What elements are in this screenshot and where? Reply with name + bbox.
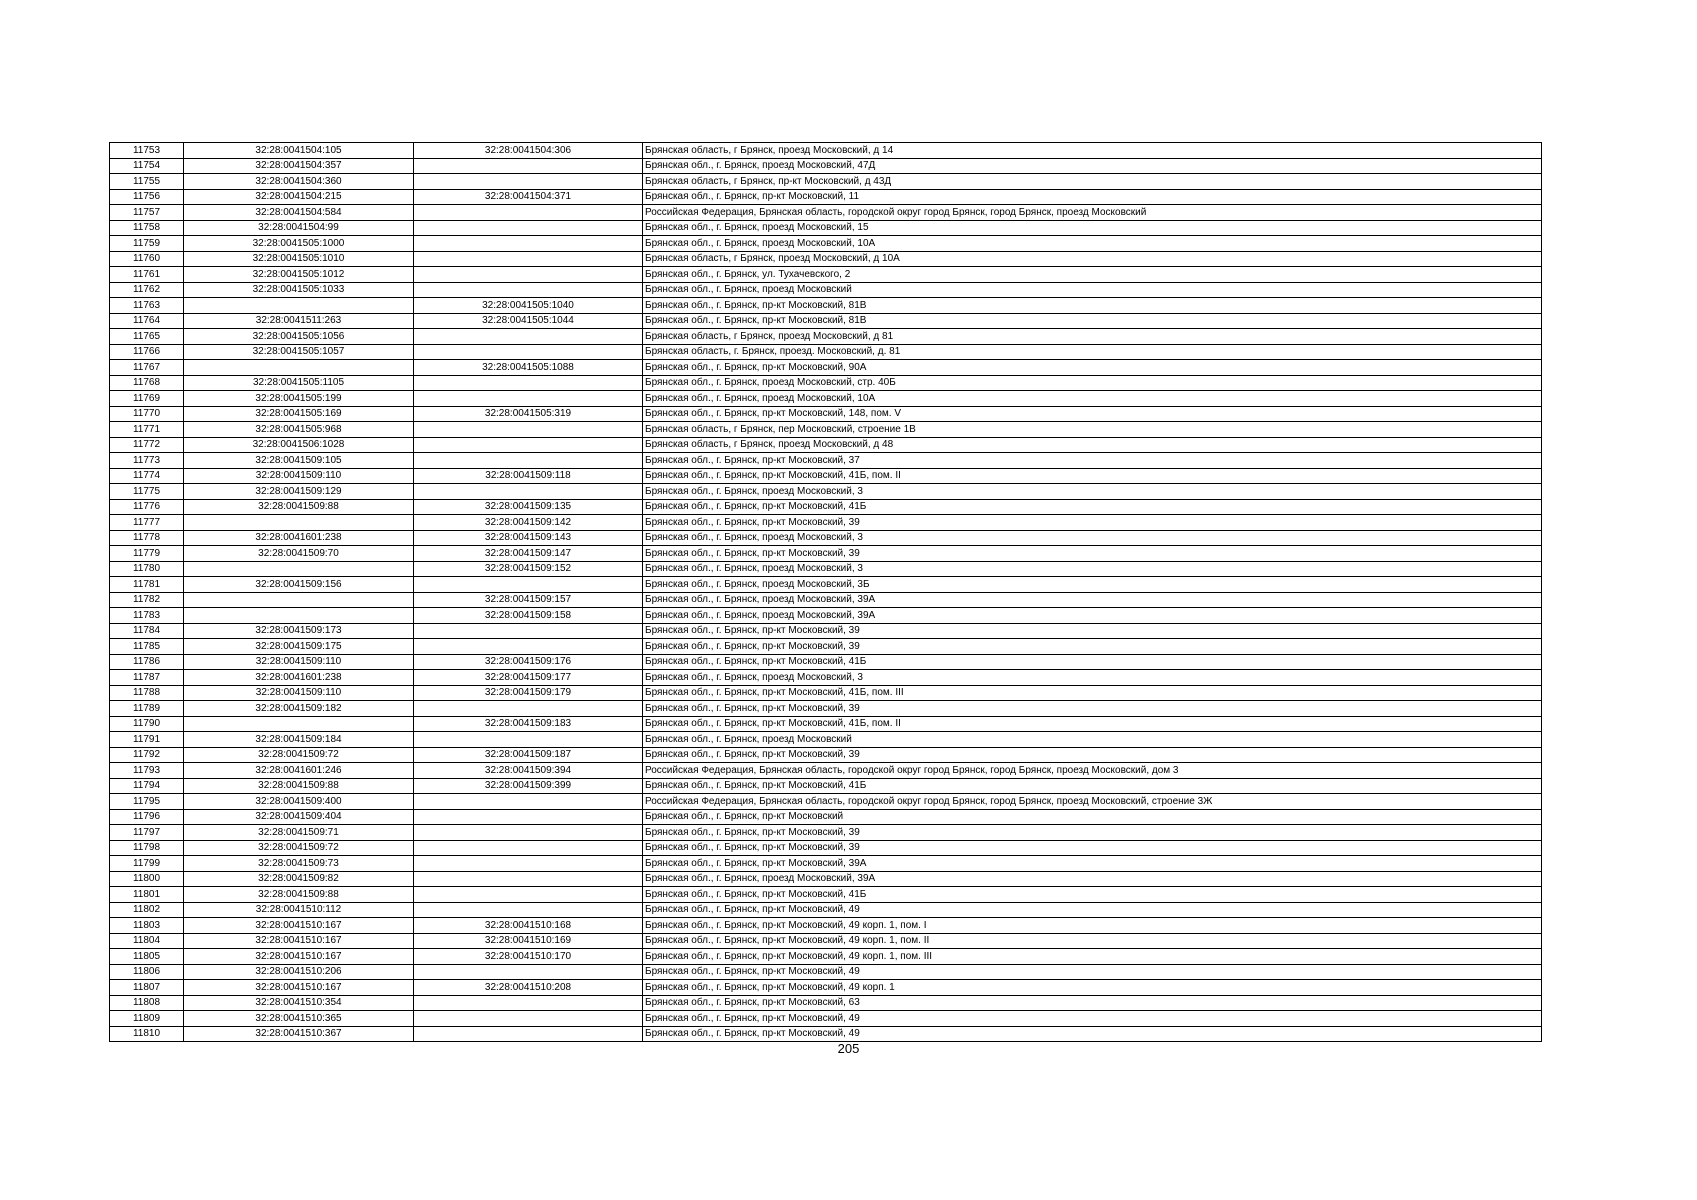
row-number-cell: 11774: [110, 468, 184, 484]
related-cadastral-number-cell: [414, 1011, 643, 1027]
related-cadastral-number-cell: 32:28:0041509:176: [414, 654, 643, 670]
table-row: [110, 174, 1542, 190]
address-cell: Брянская обл., г. Брянск, пр-кт Московский: [643, 809, 1542, 825]
cadastral-number-cell: 32:28:0041504:360: [184, 174, 414, 190]
address-cell: Брянская обл., г. Брянск, проезд Московский, 3: [643, 484, 1542, 500]
table-row: [110, 499, 1542, 515]
related-cadastral-number-cell: [414, 375, 643, 391]
cadastral-number-cell: 32:28:0041509:105: [184, 453, 414, 469]
related-cadastral-number-cell: [414, 639, 643, 655]
cadastral-number-cell: 32:28:0041505:169: [184, 406, 414, 422]
address-cell: Брянская обл., г. Брянск, пр-кт Московский, 41Б: [643, 654, 1542, 670]
table-row: [110, 995, 1542, 1011]
related-cadastral-number-cell: [414, 732, 643, 748]
related-cadastral-number-cell: [414, 251, 643, 267]
related-cadastral-number-cell: [414, 422, 643, 438]
page-number: 205: [837, 1041, 860, 1056]
related-cadastral-number-cell: [414, 267, 643, 283]
row-number-cell: 11801: [110, 887, 184, 903]
table-row: [110, 329, 1542, 345]
row-number-cell: 11760: [110, 251, 184, 267]
address-cell: Брянская обл., г. Брянск, пр-кт Московский, 63: [643, 995, 1542, 1011]
related-cadastral-number-cell: 32:28:0041509:179: [414, 685, 643, 701]
address-cell: Брянская обл., г. Брянск, проезд Московский: [643, 282, 1542, 298]
table-row: [110, 732, 1542, 748]
address-cell: Брянская обл., г. Брянск, пр-кт Московский, 41Б, пом. II: [643, 468, 1542, 484]
address-cell: Брянская область, г Брянск, проезд Московский, д 48: [643, 437, 1542, 453]
related-cadastral-number-cell: 32:28:0041509:183: [414, 716, 643, 732]
row-number-cell: 11790: [110, 716, 184, 732]
cadastral-number-cell: 32:28:0041505:1033: [184, 282, 414, 298]
cadastral-number-cell: 32:28:0041510:367: [184, 1026, 414, 1042]
related-cadastral-number-cell: [414, 623, 643, 639]
row-number-cell: 11753: [110, 143, 184, 159]
row-number-cell: 11759: [110, 236, 184, 252]
address-cell: Брянская область, г Брянск, проезд Московский, д 14: [643, 143, 1542, 159]
table-row: [110, 530, 1542, 546]
cadastral-number-cell: 32:28:0041601:238: [184, 670, 414, 686]
table-row: [110, 623, 1542, 639]
address-cell: Брянская обл., г. Брянск, пр-кт Московский, 39А: [643, 856, 1542, 872]
related-cadastral-number-cell: [414, 220, 643, 236]
row-number-cell: 11788: [110, 685, 184, 701]
address-cell: Брянская обл., г. Брянск, пр-кт Московский, 41Б, пом. III: [643, 685, 1542, 701]
address-cell: Брянская обл., г. Брянск, проезд Московский, 3: [643, 561, 1542, 577]
related-cadastral-number-cell: 32:28:0041510:168: [414, 918, 643, 934]
row-number-cell: 11791: [110, 732, 184, 748]
cadastral-number-cell: 32:28:0041510:354: [184, 995, 414, 1011]
row-number-cell: 11808: [110, 995, 184, 1011]
address-cell: Брянская область, г Брянск, проезд Московский, д 10А: [643, 251, 1542, 267]
cadastral-number-cell: 32:28:0041509:88: [184, 499, 414, 515]
cadastral-number-cell: 32:28:0041510:167: [184, 933, 414, 949]
cadastral-number-cell: [184, 561, 414, 577]
row-number-cell: 11787: [110, 670, 184, 686]
row-number-cell: 11764: [110, 313, 184, 329]
table-row: [110, 251, 1542, 267]
table-row: [110, 267, 1542, 283]
related-cadastral-number-cell: [414, 437, 643, 453]
row-number-cell: 11766: [110, 344, 184, 360]
cadastral-number-cell: 32:28:0041505:968: [184, 422, 414, 438]
related-cadastral-number-cell: [414, 964, 643, 980]
related-cadastral-number-cell: [414, 484, 643, 500]
table-row: [110, 143, 1542, 159]
registry-table: [109, 142, 1542, 1042]
table-row: [110, 918, 1542, 934]
row-number-cell: 11771: [110, 422, 184, 438]
related-cadastral-number-cell: [414, 825, 643, 841]
cadastral-number-cell: 32:28:0041509:88: [184, 778, 414, 794]
row-number-cell: 11755: [110, 174, 184, 190]
address-cell: Брянская обл., г. Брянск, пр-кт Московский, 39: [643, 623, 1542, 639]
related-cadastral-number-cell: [414, 329, 643, 345]
related-cadastral-number-cell: 32:28:0041509:394: [414, 763, 643, 779]
table-row: [110, 282, 1542, 298]
table-row: [110, 933, 1542, 949]
row-number-cell: 11778: [110, 530, 184, 546]
cadastral-number-cell: 32:28:0041504:584: [184, 205, 414, 221]
row-number-cell: 11802: [110, 902, 184, 918]
address-cell: Брянская обл., г. Брянск, пр-кт Московский, 49 корп. 1, пом. II: [643, 933, 1542, 949]
cadastral-number-cell: 32:28:0041504:99: [184, 220, 414, 236]
address-cell: Брянская обл., г. Брянск, проезд Московский, 15: [643, 220, 1542, 236]
related-cadastral-number-cell: 32:28:0041509:118: [414, 468, 643, 484]
related-cadastral-number-cell: [414, 205, 643, 221]
cadastral-number-cell: 32:28:0041509:400: [184, 794, 414, 810]
address-cell: Брянская обл., г. Брянск, пр-кт Московский, 39: [643, 639, 1542, 655]
address-cell: Брянская обл., г. Брянск, пр-кт Московский, 81В: [643, 313, 1542, 329]
table-row: [110, 856, 1542, 872]
cadastral-number-cell: 32:28:0041510:112: [184, 902, 414, 918]
cadastral-number-cell: [184, 608, 414, 624]
row-number-cell: 11807: [110, 980, 184, 996]
related-cadastral-number-cell: [414, 995, 643, 1011]
table-row: [110, 887, 1542, 903]
address-cell: Брянская обл., г. Брянск, проезд Московский, 39А: [643, 871, 1542, 887]
table-row: [110, 375, 1542, 391]
address-cell: Брянская обл., г. Брянск, проезд Московский, 3: [643, 670, 1542, 686]
cadastral-number-cell: 32:28:0041509:72: [184, 840, 414, 856]
related-cadastral-number-cell: 32:28:0041509:399: [414, 778, 643, 794]
cadastral-number-cell: 32:28:0041504:105: [184, 143, 414, 159]
registry-table-body: [110, 143, 1542, 1042]
address-cell: Брянская обл., г. Брянск, пр-кт Московский, 49: [643, 902, 1542, 918]
table-row: [110, 205, 1542, 221]
related-cadastral-number-cell: 32:28:0041505:1040: [414, 298, 643, 314]
table-row: [110, 670, 1542, 686]
address-cell: Брянская обл., г. Брянск, пр-кт Московский, 41Б, пом. II: [643, 716, 1542, 732]
table-row: [110, 608, 1542, 624]
address-cell: Брянская обл., г. Брянск, проезд Московский, 10А: [643, 236, 1542, 252]
cadastral-number-cell: 32:28:0041509:404: [184, 809, 414, 825]
row-number-cell: 11806: [110, 964, 184, 980]
row-number-cell: 11769: [110, 391, 184, 407]
related-cadastral-number-cell: 32:28:0041509:187: [414, 747, 643, 763]
table-row: [110, 747, 1542, 763]
row-number-cell: 11793: [110, 763, 184, 779]
row-number-cell: 11805: [110, 949, 184, 965]
table-row: [110, 592, 1542, 608]
address-cell: Брянская обл., г. Брянск, пр-кт Московский, 49 корп. 1: [643, 980, 1542, 996]
table-row: [110, 964, 1542, 980]
cadastral-number-cell: 32:28:0041504:215: [184, 189, 414, 205]
related-cadastral-number-cell: [414, 158, 643, 174]
related-cadastral-number-cell: 32:28:0041505:1044: [414, 313, 643, 329]
address-cell: Брянская область, г Брянск, пер Московский, строение 1В: [643, 422, 1542, 438]
table-row: [110, 236, 1542, 252]
table-row: [110, 1011, 1542, 1027]
row-number-cell: 11794: [110, 778, 184, 794]
cadastral-number-cell: 32:28:0041505:1056: [184, 329, 414, 345]
row-number-cell: 11789: [110, 701, 184, 717]
related-cadastral-number-cell: 32:28:0041505:319: [414, 406, 643, 422]
cadastral-number-cell: 32:28:0041509:110: [184, 685, 414, 701]
address-cell: Брянская обл., г. Брянск, пр-кт Московский, 39: [643, 747, 1542, 763]
table-row: [110, 220, 1542, 236]
row-number-cell: 11797: [110, 825, 184, 841]
address-cell: Брянская обл., г. Брянск, пр-кт Московский, 41Б: [643, 499, 1542, 515]
related-cadastral-number-cell: 32:28:0041509:158: [414, 608, 643, 624]
row-number-cell: 11763: [110, 298, 184, 314]
table-row: [110, 902, 1542, 918]
row-number-cell: 11780: [110, 561, 184, 577]
related-cadastral-number-cell: [414, 1026, 643, 1042]
related-cadastral-number-cell: [414, 236, 643, 252]
related-cadastral-number-cell: 32:28:0041509:143: [414, 530, 643, 546]
related-cadastral-number-cell: [414, 902, 643, 918]
table-row: [110, 344, 1542, 360]
table-row: [110, 871, 1542, 887]
cadastral-number-cell: 32:28:0041509:72: [184, 747, 414, 763]
table-row: [110, 716, 1542, 732]
row-number-cell: 11800: [110, 871, 184, 887]
related-cadastral-number-cell: [414, 794, 643, 810]
related-cadastral-number-cell: 32:28:0041510:170: [414, 949, 643, 965]
table-row: [110, 639, 1542, 655]
cadastral-number-cell: 32:28:0041509:110: [184, 654, 414, 670]
address-cell: Брянская обл., г. Брянск, пр-кт Московский, 37: [643, 453, 1542, 469]
cadastral-number-cell: 32:28:0041601:238: [184, 530, 414, 546]
row-number-cell: 11770: [110, 406, 184, 422]
address-cell: Брянская обл., г. Брянск, пр-кт Московский, 11: [643, 189, 1542, 205]
cadastral-number-cell: 32:28:0041509:70: [184, 546, 414, 562]
address-cell: Брянская обл., г. Брянск, пр-кт Московский, 49: [643, 964, 1542, 980]
cadastral-number-cell: 32:28:0041505:1010: [184, 251, 414, 267]
table-row: [110, 313, 1542, 329]
address-cell: Брянская обл., г. Брянск, проезд Московский, 47Д: [643, 158, 1542, 174]
table-row: [110, 468, 1542, 484]
row-number-cell: 11810: [110, 1026, 184, 1042]
address-cell: Брянская обл., г. Брянск, проезд Московский, 3Б: [643, 577, 1542, 593]
related-cadastral-number-cell: 32:28:0041510:208: [414, 980, 643, 996]
cadastral-number-cell: 32:28:0041510:365: [184, 1011, 414, 1027]
row-number-cell: 11772: [110, 437, 184, 453]
related-cadastral-number-cell: [414, 174, 643, 190]
cadastral-number-cell: 32:28:0041510:206: [184, 964, 414, 980]
related-cadastral-number-cell: [414, 840, 643, 856]
row-number-cell: 11783: [110, 608, 184, 624]
related-cadastral-number-cell: [414, 856, 643, 872]
table-row: [110, 1026, 1542, 1042]
cadastral-number-cell: 32:28:0041509:184: [184, 732, 414, 748]
row-number-cell: 11781: [110, 577, 184, 593]
cadastral-number-cell: 32:28:0041509:71: [184, 825, 414, 841]
cadastral-number-cell: 32:28:0041509:129: [184, 484, 414, 500]
address-cell: Брянская область, г Брянск, пр-кт Московский, д 43Д: [643, 174, 1542, 190]
address-cell: Брянская обл., г. Брянск, пр-кт Московский, 49: [643, 1011, 1542, 1027]
table-row: [110, 515, 1542, 531]
table-row: [110, 437, 1542, 453]
address-cell: Брянская область, г. Брянск, проезд. Московский, д. 81: [643, 344, 1542, 360]
table-row: [110, 422, 1542, 438]
related-cadastral-number-cell: [414, 809, 643, 825]
address-cell: Брянская обл., г. Брянск, проезд Московский, 39А: [643, 608, 1542, 624]
cadastral-number-cell: 32:28:0041509:82: [184, 871, 414, 887]
cadastral-number-cell: 32:28:0041505:199: [184, 391, 414, 407]
cadastral-number-cell: [184, 298, 414, 314]
row-number-cell: 11799: [110, 856, 184, 872]
cadastral-number-cell: 32:28:0041509:175: [184, 639, 414, 655]
related-cadastral-number-cell: [414, 701, 643, 717]
table-row: [110, 391, 1542, 407]
address-cell: Брянская обл., г. Брянск, ул. Тухачевского, 2: [643, 267, 1542, 283]
cadastral-number-cell: 32:28:0041505:1012: [184, 267, 414, 283]
related-cadastral-number-cell: 32:28:0041509:135: [414, 499, 643, 515]
row-number-cell: 11754: [110, 158, 184, 174]
address-cell: Российская Федерация, Брянская область, городской округ город Брянск, город Брянск, проезд Московский: [643, 205, 1542, 221]
related-cadastral-number-cell: 32:28:0041509:157: [414, 592, 643, 608]
cadastral-number-cell: 32:28:0041510:167: [184, 918, 414, 934]
related-cadastral-number-cell: [414, 577, 643, 593]
address-cell: Российская Федерация, Брянская область, городской округ город Брянск, город Брянск, проезд Московский, строение 3Ж: [643, 794, 1542, 810]
table-row: [110, 840, 1542, 856]
cadastral-number-cell: 32:28:0041509:173: [184, 623, 414, 639]
address-cell: Брянская обл., г. Брянск, проезд Московский, 3: [643, 530, 1542, 546]
row-number-cell: 11784: [110, 623, 184, 639]
row-number-cell: 11785: [110, 639, 184, 655]
table-row: [110, 360, 1542, 376]
cadastral-number-cell: 32:28:0041509:73: [184, 856, 414, 872]
address-cell: Брянская обл., г. Брянск, пр-кт Московский, 49: [643, 1026, 1542, 1042]
row-number-cell: 11773: [110, 453, 184, 469]
address-cell: Брянская обл., г. Брянск, пр-кт Московский, 49 корп. 1, пом. I: [643, 918, 1542, 934]
address-cell: Брянская обл., г. Брянск, пр-кт Московский, 39: [643, 825, 1542, 841]
related-cadastral-number-cell: [414, 344, 643, 360]
table-row: [110, 406, 1542, 422]
table-row: [110, 794, 1542, 810]
row-number-cell: 11758: [110, 220, 184, 236]
cadastral-number-cell: 32:28:0041505:1000: [184, 236, 414, 252]
table-row: [110, 701, 1542, 717]
related-cadastral-number-cell: [414, 391, 643, 407]
table-row: [110, 298, 1542, 314]
row-number-cell: 11786: [110, 654, 184, 670]
table-row: [110, 484, 1542, 500]
related-cadastral-number-cell: 32:28:0041510:169: [414, 933, 643, 949]
table-row: [110, 546, 1542, 562]
related-cadastral-number-cell: 32:28:0041509:147: [414, 546, 643, 562]
cadastral-number-cell: 32:28:0041601:246: [184, 763, 414, 779]
address-cell: Брянская обл., г. Брянск, пр-кт Московский, 90А: [643, 360, 1542, 376]
cadastral-number-cell: [184, 716, 414, 732]
row-number-cell: 11803: [110, 918, 184, 934]
address-cell: Брянская область, г Брянск, проезд Московский, д 81: [643, 329, 1542, 345]
address-cell: Брянская обл., г. Брянск, пр-кт Московский, 49 корп. 1, пом. III: [643, 949, 1542, 965]
related-cadastral-number-cell: [414, 887, 643, 903]
address-cell: Брянская обл., г. Брянск, пр-кт Московский, 148, пом. V: [643, 406, 1542, 422]
table-row: [110, 158, 1542, 174]
table-row: [110, 949, 1542, 965]
related-cadastral-number-cell: [414, 871, 643, 887]
table-row: [110, 453, 1542, 469]
related-cadastral-number-cell: 32:28:0041509:142: [414, 515, 643, 531]
cadastral-number-cell: 32:28:0041505:1057: [184, 344, 414, 360]
cadastral-number-cell: 32:28:0041509:88: [184, 887, 414, 903]
row-number-cell: 11804: [110, 933, 184, 949]
row-number-cell: 11777: [110, 515, 184, 531]
row-number-cell: 11782: [110, 592, 184, 608]
address-cell: Брянская обл., г. Брянск, пр-кт Московский, 39: [643, 840, 1542, 856]
cadastral-number-cell: 32:28:0041505:1105: [184, 375, 414, 391]
cadastral-number-cell: 32:28:0041509:110: [184, 468, 414, 484]
row-number-cell: 11775: [110, 484, 184, 500]
cadastral-number-cell: 32:28:0041510:167: [184, 949, 414, 965]
row-number-cell: 11792: [110, 747, 184, 763]
cadastral-number-cell: 32:28:0041506:1028: [184, 437, 414, 453]
address-cell: Российская Федерация, Брянская область, городской округ город Брянск, город Брянск, проезд Московский, дом 3: [643, 763, 1542, 779]
table-row: [110, 654, 1542, 670]
row-number-cell: 11798: [110, 840, 184, 856]
row-number-cell: 11776: [110, 499, 184, 515]
cadastral-number-cell: [184, 515, 414, 531]
address-cell: Брянская обл., г. Брянск, проезд Московский: [643, 732, 1542, 748]
table-row: [110, 809, 1542, 825]
related-cadastral-number-cell: 32:28:0041504:371: [414, 189, 643, 205]
row-number-cell: 11761: [110, 267, 184, 283]
row-number-cell: 11795: [110, 794, 184, 810]
row-number-cell: 11762: [110, 282, 184, 298]
related-cadastral-number-cell: 32:28:0041504:306: [414, 143, 643, 159]
address-cell: Брянская обл., г. Брянск, проезд Московский, стр. 40Б: [643, 375, 1542, 391]
related-cadastral-number-cell: [414, 282, 643, 298]
related-cadastral-number-cell: [414, 453, 643, 469]
table-row: [110, 189, 1542, 205]
address-cell: Брянская обл., г. Брянск, пр-кт Московский, 39: [643, 515, 1542, 531]
address-cell: Брянская обл., г. Брянск, пр-кт Московский, 39: [643, 701, 1542, 717]
address-cell: Брянская обл., г. Брянск, пр-кт Московский, 41Б: [643, 778, 1542, 794]
table-row: [110, 685, 1542, 701]
table-row: [110, 763, 1542, 779]
cadastral-number-cell: 32:28:0041504:357: [184, 158, 414, 174]
row-number-cell: 11779: [110, 546, 184, 562]
row-number-cell: 11757: [110, 205, 184, 221]
cadastral-number-cell: [184, 360, 414, 376]
address-cell: Брянская обл., г. Брянск, пр-кт Московский, 39: [643, 546, 1542, 562]
table-row: [110, 577, 1542, 593]
row-number-cell: 11796: [110, 809, 184, 825]
related-cadastral-number-cell: 32:28:0041509:177: [414, 670, 643, 686]
row-number-cell: 11767: [110, 360, 184, 376]
table-row: [110, 825, 1542, 841]
cadastral-number-cell: 32:28:0041509:182: [184, 701, 414, 717]
row-number-cell: 11809: [110, 1011, 184, 1027]
row-number-cell: 11765: [110, 329, 184, 345]
address-cell: Брянская обл., г. Брянск, пр-кт Московский, 41Б: [643, 887, 1542, 903]
table-row: [110, 561, 1542, 577]
cadastral-number-cell: 32:28:0041510:167: [184, 980, 414, 996]
table-row: [110, 980, 1542, 996]
row-number-cell: 11756: [110, 189, 184, 205]
related-cadastral-number-cell: 32:28:0041505:1088: [414, 360, 643, 376]
address-cell: Брянская обл., г. Брянск, пр-кт Московский, 81В: [643, 298, 1542, 314]
cadastral-number-cell: [184, 592, 414, 608]
related-cadastral-number-cell: 32:28:0041509:152: [414, 561, 643, 577]
address-cell: Брянская обл., г. Брянск, проезд Московский, 39А: [643, 592, 1542, 608]
table-row: [110, 778, 1542, 794]
row-number-cell: 11768: [110, 375, 184, 391]
cadastral-number-cell: 32:28:0041511:263: [184, 313, 414, 329]
cadastral-number-cell: 32:28:0041509:156: [184, 577, 414, 593]
address-cell: Брянская обл., г. Брянск, проезд Московский, 10А: [643, 391, 1542, 407]
